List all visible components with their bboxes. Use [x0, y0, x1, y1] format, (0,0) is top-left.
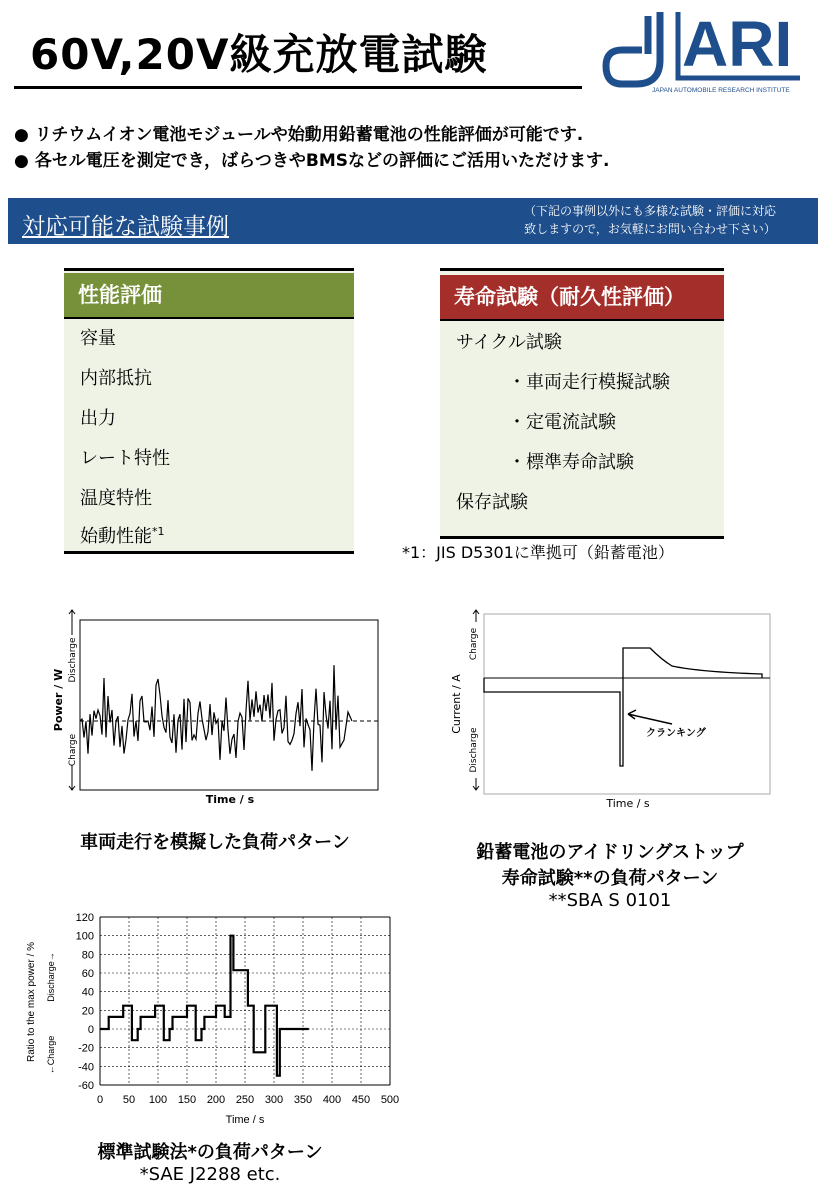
idling-stop-figure: [440, 600, 780, 820]
y-tick-label: 0: [87, 1024, 94, 1036]
x-tick-label: 200: [206, 1094, 226, 1106]
footnote-mark: *1: [152, 525, 165, 538]
y-tick-label: -60: [78, 1080, 94, 1092]
x-tick-label: 250: [235, 1094, 255, 1106]
bullet-line-2: ● 各セル電圧を測定でき，ばらつきやBMSなどの評価にご活用いただけます.: [14, 151, 610, 171]
fig3-caption: [40, 1138, 380, 1185]
fig2-ylabel: Current / A: [450, 674, 463, 734]
series-line-load: [100, 936, 309, 1076]
x-tick-label: 50: [122, 1094, 136, 1106]
life-item: ・車両走行模擬試験: [508, 372, 670, 393]
fig2-caption-line-2: 寿命試験**の負荷パターン: [501, 868, 719, 889]
performance-item: [80, 522, 165, 548]
footnote: *1：JIS D5301に準拠可（鉛蓄電池）: [402, 543, 674, 562]
fig1-caption: 車両走行を模擬した負荷パターン: [80, 832, 350, 853]
section-note: [492, 202, 808, 238]
y-tick-label: 20: [81, 1005, 94, 1018]
plot-frame: [484, 614, 770, 794]
x-tick-label: 350: [293, 1094, 313, 1106]
x-tick-label: 300: [264, 1094, 284, 1106]
fig1-discharge-label: Discharge: [68, 637, 78, 683]
fig2-caption-line-3: **SBA S 0101: [548, 890, 672, 911]
fig2-xlabel: Time / s: [606, 797, 650, 810]
life-head-rule: [440, 319, 724, 321]
performance-item: 温度特性: [80, 488, 152, 509]
vehicle-load-figure: [40, 600, 390, 810]
y-tick-label: 60: [81, 968, 94, 980]
performance-bottom-rule: [64, 551, 354, 554]
standard-pattern-chart: [20, 905, 410, 1135]
title-underline: [14, 86, 582, 89]
fig1-xlabel: Time / s: [205, 793, 255, 806]
x-tick-label: 100: [148, 1094, 168, 1106]
x-tick-label: 450: [351, 1094, 371, 1106]
page-title: 60V,20V級充放電試験: [30, 30, 488, 79]
fig3-caption-line-2: *SAE J2288 etc.: [139, 1164, 281, 1185]
performance-heading: 性能評価: [64, 273, 354, 317]
section-title: 対応可能な試験事例: [22, 214, 229, 240]
chart-charge-label: ←Charge: [46, 1035, 56, 1075]
performance-item: 内部抵抗: [80, 368, 152, 389]
section-note-line-1: （下記の事例以外にも多様な試験・評価に対応: [523, 204, 776, 218]
bullet-line-1: ● リチウムイオン電池モジュールや始動用鉛蓄電池の性能評価が可能です.: [14, 125, 584, 145]
x-tick-labels: [97, 1094, 399, 1106]
performance-item: 容量: [80, 328, 116, 349]
chart-ylabel: Ratio to the max power / %: [26, 941, 37, 1063]
x-tick-label: 500: [380, 1094, 400, 1106]
y-tick-label: 120: [75, 912, 94, 924]
chart-grid: [100, 917, 390, 1085]
chart-xlabel: Time / s: [225, 1114, 265, 1126]
jari-logo: [598, 4, 812, 96]
fig1-charge-label: Charge: [68, 733, 78, 767]
logo-subtitle: JAPAN AUTOMOBILE RESEARCH INSTITUTE: [652, 87, 790, 94]
x-tick-label: 150: [177, 1094, 197, 1106]
life-item: ・定電流試験: [508, 412, 616, 433]
life-item: ・標準寿命試験: [508, 452, 634, 473]
life-top-rule: [440, 268, 724, 271]
y-tick-label: 40: [81, 986, 94, 999]
fig3-caption-line-1: 標準試験法*の負荷パターン: [97, 1142, 323, 1163]
fig2-discharge-label: Discharge: [469, 727, 479, 773]
performance-item-label: 始動性能: [80, 526, 152, 547]
chart-discharge-label: Discharge→: [46, 952, 56, 1002]
fig2-charge-label: Charge: [469, 627, 479, 661]
x-tick-label: 400: [322, 1094, 342, 1106]
life-bottom-rule: [440, 536, 724, 539]
section-note-line-2: 致しますので，お気軽にお問い合わせ下さい）: [524, 222, 776, 236]
y-tick-label: 80: [81, 949, 94, 962]
fig1-ylabel: Power / W: [52, 668, 65, 732]
performance-item: 出力: [80, 408, 116, 429]
performance-item: レート特性: [80, 448, 170, 469]
fig2-caption-line-1: 鉛蓄電池のアイドリングストップ: [476, 842, 744, 863]
x-tick-label: 0: [96, 1094, 104, 1106]
y-tick-label: -40: [78, 1061, 94, 1074]
y-tick-label: -20: [78, 1042, 94, 1055]
life-item: サイクル試験: [456, 332, 562, 353]
performance-top-rule: [64, 268, 354, 271]
cranking-label: クランキング: [646, 728, 706, 739]
y-tick-label: 100: [75, 930, 94, 943]
fig2-caption: [440, 838, 780, 911]
performance-head-rule: [64, 317, 354, 319]
logo-lettering: ARI: [682, 8, 793, 80]
life-test-heading: 寿命試験（耐久性評価）: [440, 275, 724, 319]
life-item: 保存試験: [456, 492, 528, 513]
y-tick-labels: [76, 912, 94, 1092]
